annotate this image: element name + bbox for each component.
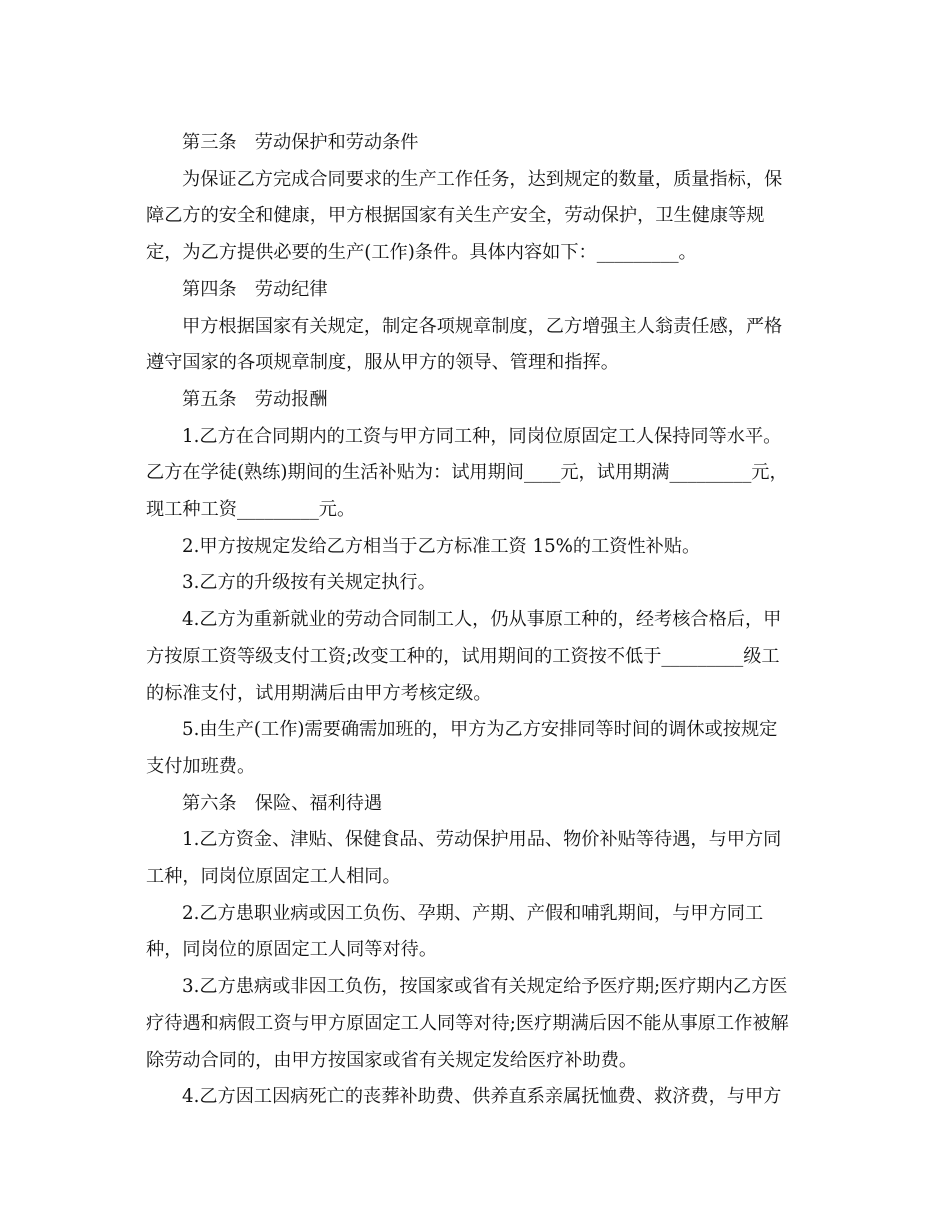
paragraph-line: 2.甲方按规定发给乙方相当于乙方标准工资 15%的工资性补贴。 [182,535,701,557]
paragraph-line: 1.乙方在合同期内的工资与甲方同工种，同岗位原固定工人保持同等水平。 [182,425,782,447]
paragraph-line: 甲方根据国家有关规定，制定各项规章制度，乙方增强主人翁责任感，严格 [182,315,783,337]
paragraph-line: 疗待遇和病假工资与甲方原固定工人同等对待;医疗期满后因不能从事原工作被解 [146,1012,789,1034]
paragraph-line: 定，为乙方提供必要的生产(工作)条件。具体内容如下：_________。 [146,242,697,264]
paragraph-line: 1.乙方资金、津贴、保健食品、劳动保护用品、物价补贴等待遇，与甲方同 [182,829,782,851]
paragraph-line: 遵守国家的各项规章制度，服从甲方的领导、管理和指挥。 [146,352,619,374]
paragraph-line: 3.乙方患病或非因工负伤，按国家或省有关规定给予医疗期;医疗期内乙方医 [182,976,788,998]
paragraph-line: 乙方在学徒(熟练)期间的生活补贴为：试用期间____元，试用期满_________元， [146,462,788,484]
paragraph-line: 4.乙方为重新就业的劳动合同制工人，仍从事原工种的，经考核合格后，甲 [182,609,782,631]
paragraph-line: 支付加班费。 [146,755,256,777]
paragraph-line: 3.乙方的升级按有关规定执行。 [182,572,436,594]
section-heading: 第三条 劳动保护和劳动条件 [182,132,419,153]
section-heading: 第五条 劳动报酬 [182,388,328,410]
paragraph-line: 5.由生产(工作)需要确需加班的，甲方为乙方安排同等时间的调休或按规定 [182,719,778,741]
paragraph-line: 方按原工资等级支付工资;改变工种的，试用期间的工资按不低于_________级工 [146,645,780,667]
paragraph-line: 现工种工资_________元。 [146,499,356,520]
section-heading: 第四条 劳动纪律 [182,278,328,300]
paragraph-line: 障乙方的安全和健康，甲方根据国家有关生产安全，劳动保护，卫生健康等规 [146,205,765,227]
paragraph-line: 除劳动合同的，由甲方按国家或省有关规定发给医疗补助费。 [146,1049,638,1071]
paragraph-line: 2.乙方患职业病或因工负伤、孕期、产期、产假和哺乳期间，与甲方同工 [182,902,764,924]
paragraph-line: 4.乙方因工因病死亡的丧葬补助费、供养直系亲属抚恤费、救济费，与甲方 [182,1086,782,1108]
section-heading: 第六条 保险、福利待遇 [182,792,383,814]
paragraph-line: 工种，同岗位原固定工人相同。 [146,866,401,887]
paragraph-line: 为保证乙方完成合同要求的生产工作任务，达到规定的数量，质量指标，保 [182,168,783,190]
paragraph-line: 种，同岗位的原固定工人同等对待。 [146,939,438,961]
paragraph-line: 的标准支付，试用期满后由甲方考核定级。 [146,682,492,704]
